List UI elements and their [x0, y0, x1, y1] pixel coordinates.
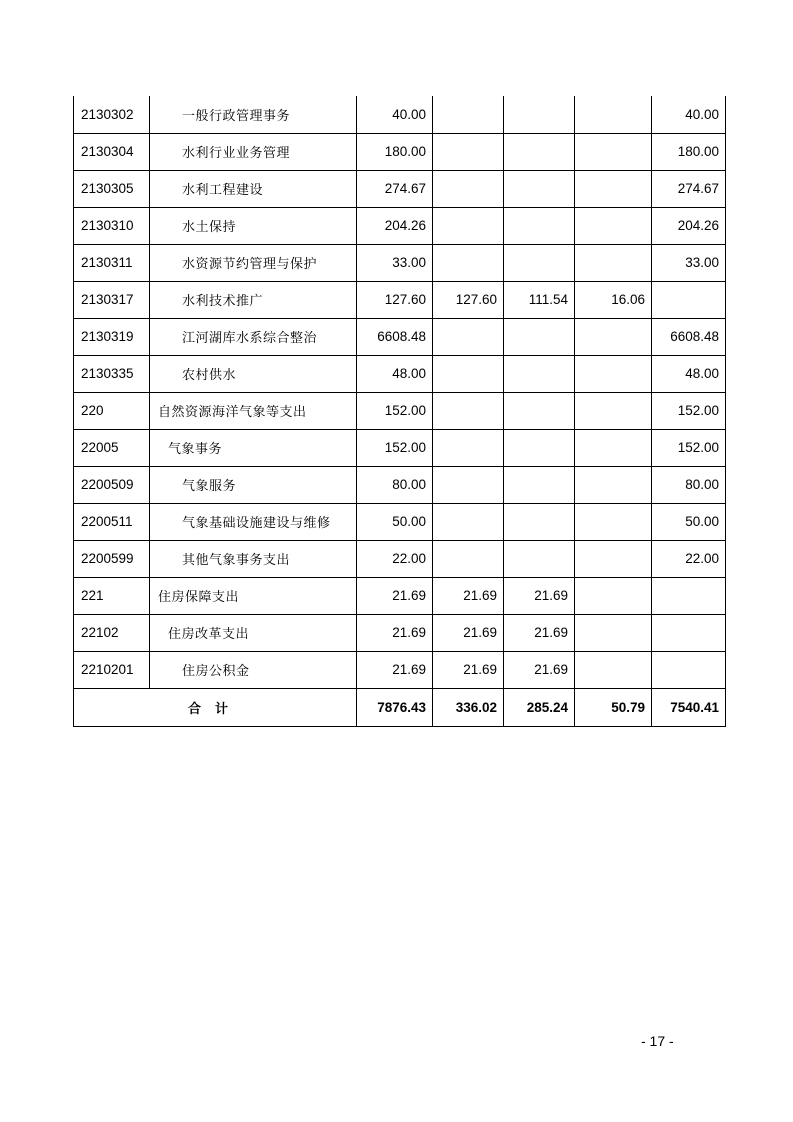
subject-code-cell: 2130310: [74, 207, 150, 244]
subject-code-cell: 2200509: [74, 466, 150, 503]
public-amount-cell: [575, 133, 652, 170]
public-amount-cell: [575, 577, 652, 614]
project-amount-cell: 152.00: [652, 392, 726, 429]
project-amount-cell: 180.00: [652, 133, 726, 170]
table-row: [74, 355, 726, 392]
subject-name-cell: 水利工程建设: [150, 170, 357, 207]
public-amount-cell: [575, 466, 652, 503]
public-amount-cell: 16.06: [575, 281, 652, 318]
total-amount-cell: 33.00: [357, 244, 433, 281]
table-row: [74, 392, 726, 429]
table-row: [74, 96, 726, 133]
basic-amount-cell: [433, 133, 504, 170]
subject-name-cell: 水利行业业务管理: [150, 133, 357, 170]
public-amount-cell: [575, 96, 652, 133]
project-amount-cell: 22.00: [652, 540, 726, 577]
public-amount-cell: [575, 355, 652, 392]
personnel-amount-cell: 111.54: [504, 281, 575, 318]
table-row: [74, 207, 726, 244]
total-amount-cell: 21.69: [357, 577, 433, 614]
total-amount-cell: 21.69: [357, 614, 433, 651]
total-amount-cell: 22.00: [357, 540, 433, 577]
basic-amount-cell: [433, 318, 504, 355]
personnel-amount-cell: 21.69: [504, 614, 575, 651]
table-row: [74, 170, 726, 207]
table-body: [74, 96, 726, 726]
public-amount-cell: [575, 207, 652, 244]
subject-name-cell: 水资源节约管理与保护: [150, 244, 357, 281]
public-amount-cell: [575, 392, 652, 429]
subject-name-cell: 住房公积金: [150, 651, 357, 688]
project-amount-cell: 80.00: [652, 466, 726, 503]
total-row: [74, 688, 726, 726]
table-row: [74, 429, 726, 466]
personnel-amount-cell: [504, 133, 575, 170]
table-row: [74, 651, 726, 688]
project-amount-cell: [652, 614, 726, 651]
basic-amount-cell: [433, 355, 504, 392]
basic-amount-cell: [433, 170, 504, 207]
total-amount-cell: 6608.48: [357, 318, 433, 355]
basic-amount-cell: [433, 466, 504, 503]
subject-code-cell: 2130304: [74, 133, 150, 170]
project-amount-cell: 6608.48: [652, 318, 726, 355]
total-amount-cell: 48.00: [357, 355, 433, 392]
subject-code-cell: 2130305: [74, 170, 150, 207]
subject-code-cell: 22005: [74, 429, 150, 466]
basic-amount-cell: [433, 207, 504, 244]
personnel-amount-cell: [504, 392, 575, 429]
total-amount-cell: 127.60: [357, 281, 433, 318]
total-label: 合计: [74, 688, 357, 726]
subject-code-cell: 2130317: [74, 281, 150, 318]
total-public-cell: 50.79: [575, 688, 652, 726]
public-amount-cell: [575, 318, 652, 355]
project-amount-cell: 274.67: [652, 170, 726, 207]
total-amount-cell: 274.67: [357, 170, 433, 207]
personnel-amount-cell: [504, 244, 575, 281]
basic-amount-cell: [433, 244, 504, 281]
basic-amount-cell: 21.69: [433, 614, 504, 651]
basic-amount-cell: [433, 429, 504, 466]
public-amount-cell: [575, 429, 652, 466]
public-amount-cell: [575, 540, 652, 577]
basic-amount-cell: 127.60: [433, 281, 504, 318]
subject-code-cell: 2130319: [74, 318, 150, 355]
public-amount-cell: [575, 614, 652, 651]
table-row: [74, 503, 726, 540]
subject-code-cell: 220: [74, 392, 150, 429]
basic-amount-cell: [433, 540, 504, 577]
table-row: [74, 133, 726, 170]
basic-amount-cell: 21.69: [433, 651, 504, 688]
subject-name-cell: 其他气象事务支出: [150, 540, 357, 577]
personnel-amount-cell: [504, 318, 575, 355]
basic-amount-cell: [433, 392, 504, 429]
subject-name-cell: 气象基础设施建设与维修: [150, 503, 357, 540]
subject-name-cell: 自然资源海洋气象等支出: [150, 392, 357, 429]
subject-name-cell: 农村供水: [150, 355, 357, 392]
subject-name-cell: 江河湖库水系综合整治: [150, 318, 357, 355]
project-amount-cell: 48.00: [652, 355, 726, 392]
total-amount-cell: 40.00: [357, 96, 433, 133]
table-row: [74, 540, 726, 577]
personnel-amount-cell: [504, 540, 575, 577]
table-row: [74, 281, 726, 318]
subject-code-cell: 2130335: [74, 355, 150, 392]
project-amount-cell: 204.26: [652, 207, 726, 244]
public-amount-cell: [575, 503, 652, 540]
table-row: [74, 466, 726, 503]
public-amount-cell: [575, 651, 652, 688]
subject-code-cell: 2210201: [74, 651, 150, 688]
subject-code-cell: 2200599: [74, 540, 150, 577]
personnel-amount-cell: [504, 466, 575, 503]
subject-name-cell: 住房保障支出: [150, 577, 357, 614]
subject-code-cell: 2130311: [74, 244, 150, 281]
subject-name-cell: 水利技术推广: [150, 281, 357, 318]
page-number: - 17 -: [641, 1033, 674, 1049]
total-amount-cell: 204.26: [357, 207, 433, 244]
project-amount-cell: [652, 281, 726, 318]
table-row: [74, 244, 726, 281]
subject-name-cell: 气象服务: [150, 466, 357, 503]
table-row: [74, 318, 726, 355]
total-amount-cell: 80.00: [357, 466, 433, 503]
subject-name-cell: 水土保持: [150, 207, 357, 244]
basic-amount-cell: [433, 96, 504, 133]
total-amount-cell: 50.00: [357, 503, 433, 540]
total-amount-cell: 152.00: [357, 392, 433, 429]
subject-name-cell: 住房改革支出: [150, 614, 357, 651]
basic-amount-cell: 21.69: [433, 577, 504, 614]
table-row: [74, 614, 726, 651]
total-amount-cell: 152.00: [357, 429, 433, 466]
public-amount-cell: [575, 244, 652, 281]
total-amount-cell: 180.00: [357, 133, 433, 170]
project-amount-cell: 33.00: [652, 244, 726, 281]
subject-code-cell: 2130302: [74, 96, 150, 133]
public-amount-cell: [575, 170, 652, 207]
project-amount-cell: 50.00: [652, 503, 726, 540]
total-personnel-cell: 285.24: [504, 688, 575, 726]
personnel-amount-cell: 21.69: [504, 651, 575, 688]
total-amount-cell: 21.69: [357, 651, 433, 688]
budget-table: [73, 96, 726, 727]
subject-name-cell: 气象事务: [150, 429, 357, 466]
project-amount-cell: [652, 577, 726, 614]
total-project-cell: 7540.41: [652, 688, 726, 726]
total-basic-cell: 336.02: [433, 688, 504, 726]
subject-code-cell: 221: [74, 577, 150, 614]
project-amount-cell: 152.00: [652, 429, 726, 466]
total-total-cell: 7876.43: [357, 688, 433, 726]
project-amount-cell: [652, 651, 726, 688]
personnel-amount-cell: [504, 96, 575, 133]
personnel-amount-cell: [504, 207, 575, 244]
personnel-amount-cell: [504, 355, 575, 392]
basic-amount-cell: [433, 503, 504, 540]
personnel-amount-cell: [504, 503, 575, 540]
subject-code-cell: 2200511: [74, 503, 150, 540]
table-row: [74, 577, 726, 614]
subject-code-cell: 22102: [74, 614, 150, 651]
project-amount-cell: 40.00: [652, 96, 726, 133]
personnel-amount-cell: 21.69: [504, 577, 575, 614]
personnel-amount-cell: [504, 429, 575, 466]
personnel-amount-cell: [504, 170, 575, 207]
subject-name-cell: 一般行政管理事务: [150, 96, 357, 133]
